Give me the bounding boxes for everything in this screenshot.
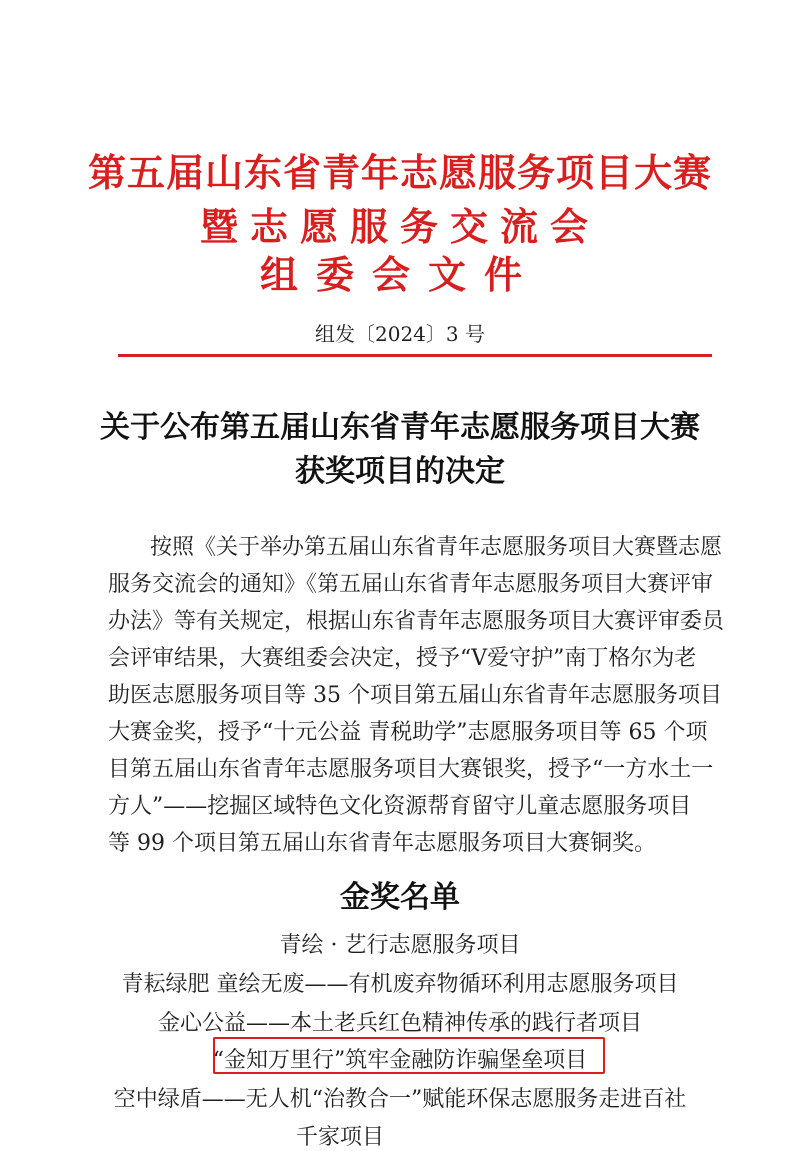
org-title-line-2: 暨志愿服务交流会 — [199, 204, 600, 249]
award-list-item: 空中绿盾——无人机“治教合一”赋能环保志愿服务走进百社 — [113, 1087, 687, 1112]
award-list-item-highlighted: “金知万里行”筑牢金融防诈骗堡垒项目 — [212, 1048, 588, 1073]
body-paragraph-line: 按照《关于举办第五届山东省青年志愿服务项目大赛暨志愿 — [150, 535, 723, 560]
body-paragraph-line: 方人”——挖掘区域特色文化资源帮育留守儿童志愿服务项目 — [108, 794, 692, 819]
award-list-item: 金心公益——本土老兵红色精神传承的践行者项目 — [157, 1011, 642, 1036]
cutoff-list-text: 千家项目 — [296, 1125, 385, 1150]
body-paragraph-line: 办法》等有关规定，根据山东省青年志愿服务项目大赛评审委员 — [108, 609, 725, 634]
document-headline-line-1: 关于公布第五届山东省青年志愿服务项目大赛 — [100, 410, 700, 445]
org-title-line-1: 第五届山东省青年志愿服务项目大赛 — [87, 150, 712, 195]
org-title-line-3: 组委会文件 — [259, 252, 540, 297]
body-paragraph-line: 会评审结果，大赛组委会决定，授予“V爱守护”南丁格尔为老 — [108, 646, 697, 671]
body-paragraph-line: 等 99 个项目第五届山东省青年志愿服务项目大赛铜奖。 — [108, 831, 656, 856]
gold-list-heading: 金奖名单 — [340, 880, 460, 915]
body-paragraph-line: 目第五届山东省青年志愿服务项目大赛银奖，授予“一方水土一 — [108, 757, 714, 782]
document-headline-line-2: 获奖项目的决定 — [295, 454, 505, 489]
red-divider — [118, 354, 712, 357]
award-list-item: 青耘绿肥 童绘无废——有机废弃物循环利用志愿服务项目 — [121, 972, 679, 997]
body-paragraph-line: 大赛金奖，授予“十元公益 青税助学”志愿服务项目等 65 个项 — [108, 720, 708, 745]
document-number: 组发〔2024〕3 号 — [315, 322, 485, 346]
highlight-box — [213, 1037, 605, 1074]
body-paragraph-line: 服务交流会的通知》《第五届山东省青年志愿服务项目大赛评审 — [108, 572, 714, 597]
award-list-item: 青绘 · 艺行志愿服务项目 — [279, 933, 521, 958]
body-paragraph-line: 助医志愿服务项目等 35 个项目第五届山东省青年志愿服务项目 — [108, 683, 722, 708]
